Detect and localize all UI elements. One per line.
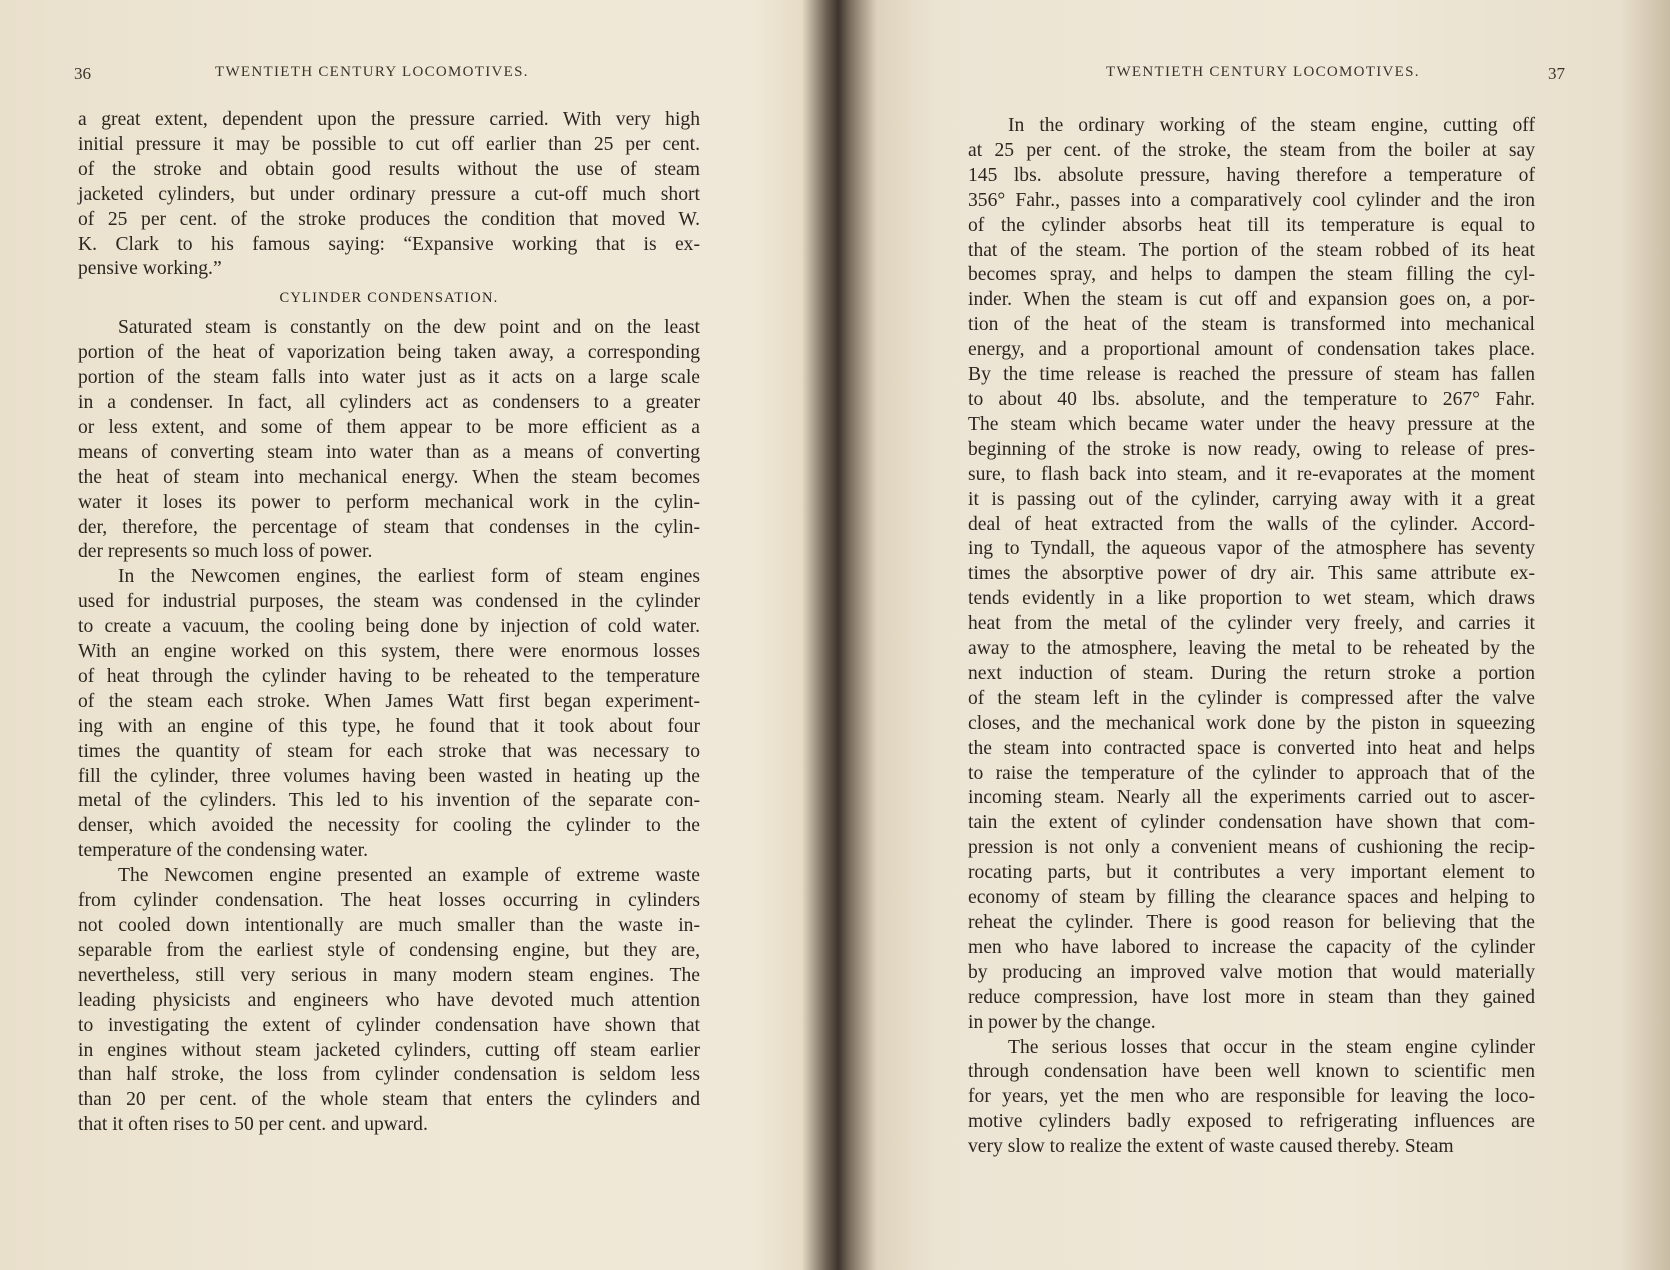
text-line: In the ordinary working of the steam engine, cutting off [1008, 115, 1535, 136]
text-line: nevertheless, still very serious in many modern steam engines. The [78, 964, 700, 986]
text-line: economy of steam by filling the clearance spaces and helping to [968, 887, 1535, 909]
text-line: motive cylinders badly exposed to refrigerating influences are [968, 1111, 1535, 1133]
text-line: jacketed cylinders, but under ordinary pressure a cut-off much short [78, 183, 700, 205]
text-line: by producing an improved valve motion that would materially [968, 961, 1535, 983]
right-page-body [968, 114, 1535, 1160]
text-line: tion of the heat of the steam is transformed into mechanical [968, 314, 1535, 336]
text-line: to about 40 lbs. absolute, and the temperature to 267° Fahr. [968, 388, 1535, 410]
text-line: energy, and a proportional amount of condensation takes place. [968, 339, 1535, 361]
text-line: reduce compression, have lost more in steam than they gained [968, 986, 1535, 1008]
text-line: leading physicists and engineers who have devoted much attention [78, 989, 700, 1011]
text-line: water it loses its power to perform mechanical work in the cylin- [78, 491, 700, 513]
text-line: in a condenser. In fact, all cylinders act as condensers to a greater [78, 391, 700, 413]
text-line: portion of the steam falls into water just as it acts on a large scale [78, 367, 700, 389]
text-line: the steam into contracted space is converted into heat and helps [968, 737, 1535, 759]
text-line: separable from the earliest style of condensing engine, but they are, [78, 939, 700, 961]
text-line: to create a vacuum, the cooling being done by injection of cold water. [78, 616, 700, 638]
text-line: temperature of the condensing water. [78, 840, 368, 862]
text-line: With an engine worked on this system, there were enormous losses [78, 641, 700, 663]
text-line: or less extent, and some of them appear to be more efficient as a [78, 416, 700, 438]
text-line: sure, to flash back into steam, and it re-evaporates at the moment [968, 463, 1535, 485]
text-line: very slow to realize the extent of waste caused thereby. Steam [968, 1136, 1454, 1158]
text-line: of the steam each stroke. When James Watt first began experiment- [78, 690, 700, 712]
text-line: pensive working.” [78, 258, 222, 280]
text-line: next induction of steam. During the return stroke a portion [968, 662, 1535, 684]
text-line: der represents so much loss of power. [78, 541, 373, 563]
left-page-number: 36 [74, 64, 91, 83]
text-line: denser, which avoided the necessity for cooling the cylinder to the [78, 815, 700, 837]
text-line: ing with an engine of this type, he found that it took about four [78, 715, 700, 737]
text-line: The Newcomen engine presented an example of extreme waste [118, 865, 700, 887]
text-line: through condensation have been well known to scientific men [968, 1061, 1535, 1083]
text-line: of the stroke and obtain good results without the use of steam [78, 158, 700, 180]
left-running-head: TWENTIETH CENTURY LOCOMOTIVES. [215, 64, 529, 80]
text-line: reheat the cylinder. There is good reason for believing that the [968, 912, 1535, 933]
right-running-head: TWENTIETH CENTURY LOCOMOTIVES. [1106, 64, 1420, 80]
text-line: initial pressure it may be possible to cut off earlier than 25 per cent. [78, 133, 700, 155]
text-line: By the time release is reached the pressure of steam has fallen [968, 364, 1535, 386]
text-line: 145 lbs. absolute pressure, having therefore a temperature of [968, 164, 1535, 186]
text-line: fill the cylinder, three volumes having been wasted in heating up the [78, 765, 700, 787]
text-line: men who have labored to increase the capacity of the cylinder [968, 936, 1535, 958]
text-line: K. Clark to his famous saying: “Expansive working that is ex- [78, 233, 700, 255]
text-line: metal of the cylinders. This led to his invention of the separate con- [78, 790, 700, 812]
text-line: a great extent, dependent upon the pressure carried. With very high [78, 109, 700, 130]
text-line: closes, and the mechanical work done by the piston in squeezing [968, 712, 1535, 734]
right-page [830, 0, 1670, 1270]
text-line: Saturated steam is constantly on the dew point and on the least [118, 317, 700, 339]
left-page-body [78, 108, 700, 1138]
text-line: 356° Fahr., passes into a comparatively cool cylinder and the iron [968, 189, 1535, 211]
text-line: of heat through the cylinder having to be reheated to the temperature [78, 665, 700, 687]
text-line: of 25 per cent. of the stroke produces the condition that moved W. [78, 208, 700, 230]
text-line: ing to Tyndall, the aqueous vapor of the atmosphere has seventy [968, 538, 1535, 560]
text-line: at 25 per cent. of the stroke, the steam from the boiler at say [968, 139, 1535, 161]
text-line: heat from the metal of the cylinder very freely, and carries it [968, 613, 1535, 635]
text-line: used for industrial purposes, the steam was condensed in the cylinder [78, 591, 700, 613]
text-line: than half stroke, the loss from cylinder condensation is seldom less [78, 1064, 700, 1086]
text-line: incoming steam. Nearly all the experiments carried out to ascer- [968, 787, 1535, 809]
text-line: away to the atmosphere, leaving the metal to be reheated by the [968, 638, 1535, 660]
text-line: beginning of the stroke is now ready, owing to release of pres- [968, 438, 1535, 460]
text-line: the heat of steam into mechanical energy. When the steam becomes [78, 466, 700, 488]
left-page [0, 0, 790, 1270]
text-line: deal of heat extracted from the walls of the cylinder. Accord- [968, 513, 1535, 535]
text-line: in engines without steam jacketed cylinders, cutting off steam earlier [78, 1039, 700, 1061]
text-line: means of converting steam into water than as a means of converting [78, 441, 700, 463]
right-page-number: 37 [1548, 64, 1565, 83]
section-title: CYLINDER CONDENSATION. [279, 290, 499, 307]
text-line: tends evidently in a like proportion to wet steam, which draws [968, 588, 1535, 610]
text-line: of the steam left in the cylinder is compressed after the valve [968, 687, 1535, 709]
text-line: times the absorptive power of dry air. This same attribute ex- [968, 563, 1535, 585]
text-line: The steam which became water under the heavy pressure at the [968, 413, 1535, 435]
text-line: tain the extent of cylinder condensation have shown that com- [968, 812, 1535, 834]
text-line: pression is not only a convenient means of cushioning the recip- [968, 837, 1535, 859]
text-line: The serious losses that occur in the steam engine cylinder [1008, 1036, 1535, 1058]
text-line: becomes spray, and helps to dampen the steam filling the cyl- [968, 264, 1535, 286]
text-line: inder. When the steam is cut off and expansion goes on, a por- [968, 289, 1535, 311]
text-line: of the cylinder absorbs heat till its temperature is equal to [968, 214, 1535, 236]
text-line: that it often rises to 50 per cent. and upward. [78, 1114, 428, 1136]
text-line: for years, yet the men who are responsible for leaving the loco- [968, 1086, 1535, 1108]
text-line: it is passing out of the cylinder, carrying away with it a great [968, 488, 1535, 510]
text-line: portion of the heat of vaporization being taken away, a corresponding [78, 342, 700, 364]
text-line: times the quantity of steam for each stroke that was necessary to [78, 740, 700, 762]
text-line: In the Newcomen engines, the earliest form of steam engines [118, 566, 700, 588]
text-line: that of the steam. The portion of the steam robbed of its heat [968, 239, 1535, 261]
text-line: der, therefore, the percentage of steam that condenses in the cylin- [78, 516, 700, 538]
text-line: not cooled down intentionally are much smaller than the waste in- [78, 915, 700, 936]
text-line: to raise the temperature of the cylinder to approach that of the [968, 762, 1535, 784]
text-line: rocating parts, but it contributes a very important element to [968, 862, 1535, 884]
text-line: from cylinder condensation. The heat losses occurring in cylinders [78, 890, 700, 912]
text-line: in power by the change. [968, 1011, 1156, 1033]
text-line: than 20 per cent. of the whole steam that enters the cylinders and [78, 1089, 700, 1111]
text-line: to investigating the extent of cylinder condensation have shown that [78, 1014, 700, 1036]
